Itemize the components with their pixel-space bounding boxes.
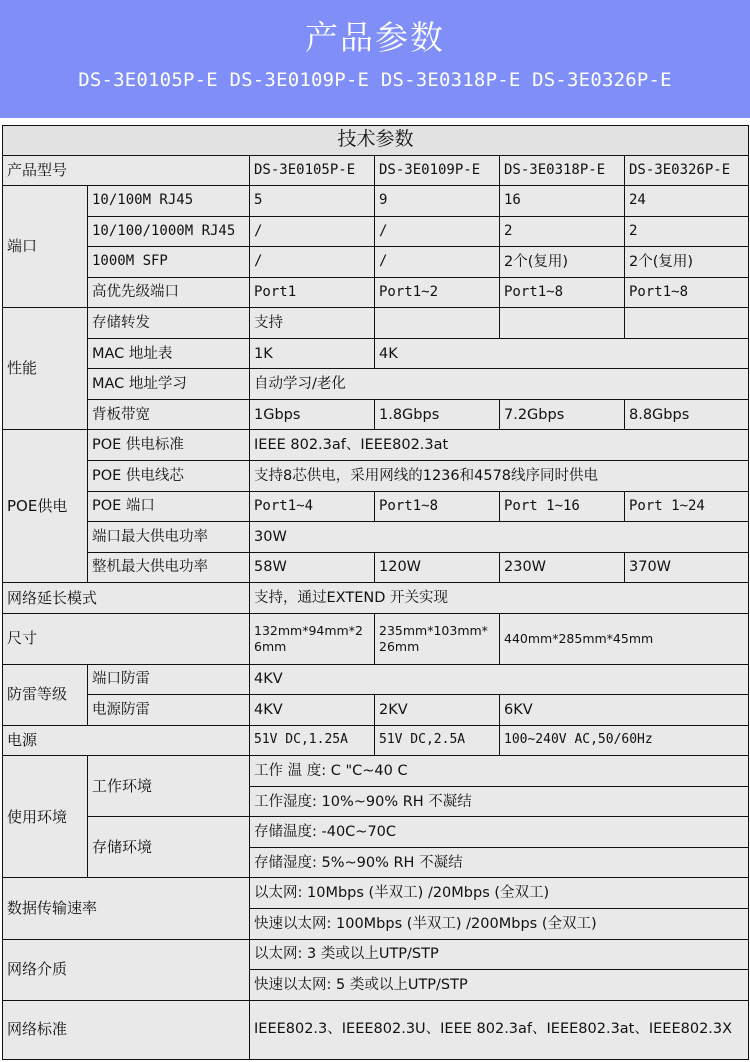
table-cell: 以太网: 10Mbps (半双工) /20Mbps (全双工) (250, 878, 749, 909)
table-cell: 8.8Gbps (625, 399, 749, 430)
row-label: 背板带宽 (88, 399, 250, 430)
table-cell: Port1 (250, 277, 375, 308)
table-cell: 自动学习/老化 (250, 369, 749, 400)
table-cell: 100~240V AC,50/60Hz (500, 725, 749, 756)
table-cell: 235mm*103mm*26mm (375, 613, 500, 664)
table-row (3, 155, 749, 186)
table-row (3, 308, 749, 339)
table-cell: 9 (375, 186, 500, 217)
model-list: DS-3E0105P-E DS-3E0109P-E DS-3E0318P-E DS-3E0326P-E (78, 69, 672, 91)
section-label: 性能 (3, 308, 88, 430)
row-label: POE 供电线芯 (88, 461, 250, 492)
table-cell: 2KV (375, 695, 500, 726)
row-label: 电源 (3, 725, 250, 756)
table-row (3, 247, 749, 278)
table-cell: / (375, 247, 500, 278)
table-cell (375, 308, 500, 339)
model-cell: DS-3E0318P-E (500, 155, 625, 186)
table-cell: Port1~8 (625, 277, 749, 308)
table-cell: 16 (500, 186, 625, 217)
table-row (3, 338, 749, 369)
row-label: POE 供电标准 (88, 430, 250, 461)
table-cell: Port 1~16 (500, 491, 625, 522)
section-label: 数据传输速率 (3, 878, 250, 939)
row-label: 10/100M RJ45 (88, 186, 250, 217)
table-cell (625, 308, 749, 339)
table-cell: 支持8芯供电，采用网线的1236和4578线序同时供电 (250, 461, 749, 492)
table-cell: 支持，通过EXTEND 开关实现 (250, 583, 749, 614)
table-row (3, 664, 749, 695)
table-cell: 2 (500, 216, 625, 247)
table-cell: / (375, 216, 500, 247)
table-cell: 以太网: 3 类或以上UTP/STP (250, 939, 749, 970)
table-cell: 51V DC,2.5A (375, 725, 500, 756)
table-cell: / (250, 216, 375, 247)
table-row (3, 399, 749, 430)
table-row (3, 186, 749, 217)
row-label: 电源防雷 (88, 695, 250, 726)
table-row (3, 939, 749, 970)
row-label: MAC 地址学习 (88, 369, 250, 400)
table-cell: 2个(复用) (625, 247, 749, 278)
table-row (3, 878, 749, 909)
table-cell: 4K (375, 338, 749, 369)
table-cell: Port1~2 (375, 277, 500, 308)
row-label: 端口最大供电功率 (88, 522, 250, 553)
table-cell: 支持 (250, 308, 375, 339)
row-label: POE 端口 (88, 491, 250, 522)
table-cell: 快速以太网: 100Mbps (半双工) /200Mbps (全双工) (250, 909, 749, 940)
table-cell: 7.2Gbps (500, 399, 625, 430)
table-cell: 58W (250, 552, 375, 583)
table-cell: 存储温度: -40C~70C (250, 817, 749, 848)
row-label: 存储环境 (88, 817, 250, 878)
table-cell: 370W (625, 552, 749, 583)
table-cell: 6KV (500, 695, 749, 726)
table-cell: 4KV (250, 664, 749, 695)
table-row (3, 583, 749, 614)
table-cell: Port1~8 (375, 491, 500, 522)
table-cell: 440mm*285mm*45mm (500, 613, 749, 664)
table-cell: 1K (250, 338, 375, 369)
table-cell: 132mm*94mm*26mm (250, 613, 375, 664)
table-cell: 4KV (250, 695, 375, 726)
row-label: 网络延长模式 (3, 583, 250, 614)
table-cell: 120W (375, 552, 500, 583)
table-row (3, 277, 749, 308)
section-label: 网络介质 (3, 939, 250, 1000)
header-banner (0, 0, 750, 118)
model-cell: DS-3E0109P-E (375, 155, 500, 186)
table-cell: 工作湿度: 10%~90% RH 不凝结 (250, 786, 749, 817)
row-label: 网络标准 (3, 1000, 250, 1059)
table-row (3, 756, 749, 787)
table-cell: 5 (250, 186, 375, 217)
row-label: 产品型号 (3, 155, 250, 186)
table-row (3, 522, 749, 553)
table-row (3, 369, 749, 400)
table-cell: 快速以太网: 5 类或以上UTP/STP (250, 970, 749, 1001)
spec-table (2, 125, 749, 1060)
table-cell: 1Gbps (250, 399, 375, 430)
row-label: 存储转发 (88, 308, 250, 339)
table-cell: Port1~4 (250, 491, 375, 522)
table-row (3, 695, 749, 726)
table-row (3, 216, 749, 247)
table-cell: 2个(复用) (500, 247, 625, 278)
section-label: 防雷等级 (3, 664, 88, 725)
table-cell: 230W (500, 552, 625, 583)
table-row (3, 1000, 749, 1059)
table-row (3, 491, 749, 522)
row-label: 端口防雷 (88, 664, 250, 695)
table-row (3, 461, 749, 492)
table-cell: 24 (625, 186, 749, 217)
table-cell (500, 308, 625, 339)
row-label: MAC 地址表 (88, 338, 250, 369)
table-row (3, 552, 749, 583)
table-row (3, 725, 749, 756)
section-label: POE供电 (3, 430, 88, 583)
row-label: 工作环境 (88, 756, 250, 817)
row-label: 整机最大供电功率 (88, 552, 250, 583)
table-cell: IEEE802.3、IEEE802.3U、IEEE 802.3af、IEEE802.3at、IEEE802.3X (250, 1000, 749, 1059)
table-row (3, 613, 749, 664)
section-label: 使用环境 (3, 756, 88, 878)
table-cell: 2 (625, 216, 749, 247)
table-cell: 51V DC,1.25A (250, 725, 375, 756)
row-label: 尺寸 (3, 613, 250, 664)
table-cell: 存储湿度: 5%~90% RH 不凝结 (250, 847, 749, 878)
table-cell: / (250, 247, 375, 278)
section-label: 端口 (3, 186, 88, 308)
table-row (3, 430, 749, 461)
banner-divider (0, 118, 750, 125)
table-cell: 30W (250, 522, 749, 553)
table-cell: Port 1~24 (625, 491, 749, 522)
table-row (3, 817, 749, 848)
table-cell: IEEE 802.3af、IEEE802.3at (250, 430, 749, 461)
table-cell: 工作 温 度: C "C~40 C (250, 756, 749, 787)
row-label: 高优先级端口 (88, 277, 250, 308)
row-label: 10/100/1000M RJ45 (88, 216, 250, 247)
table-cell: Port1~8 (500, 277, 625, 308)
table-cell: 1.8Gbps (375, 399, 500, 430)
model-cell: DS-3E0326P-E (625, 155, 749, 186)
table-header: 技术参数 (3, 126, 749, 156)
row-label: 1000M SFP (88, 247, 250, 278)
model-cell: DS-3E0105P-E (250, 155, 375, 186)
page-title: 产品参数 (305, 18, 445, 57)
